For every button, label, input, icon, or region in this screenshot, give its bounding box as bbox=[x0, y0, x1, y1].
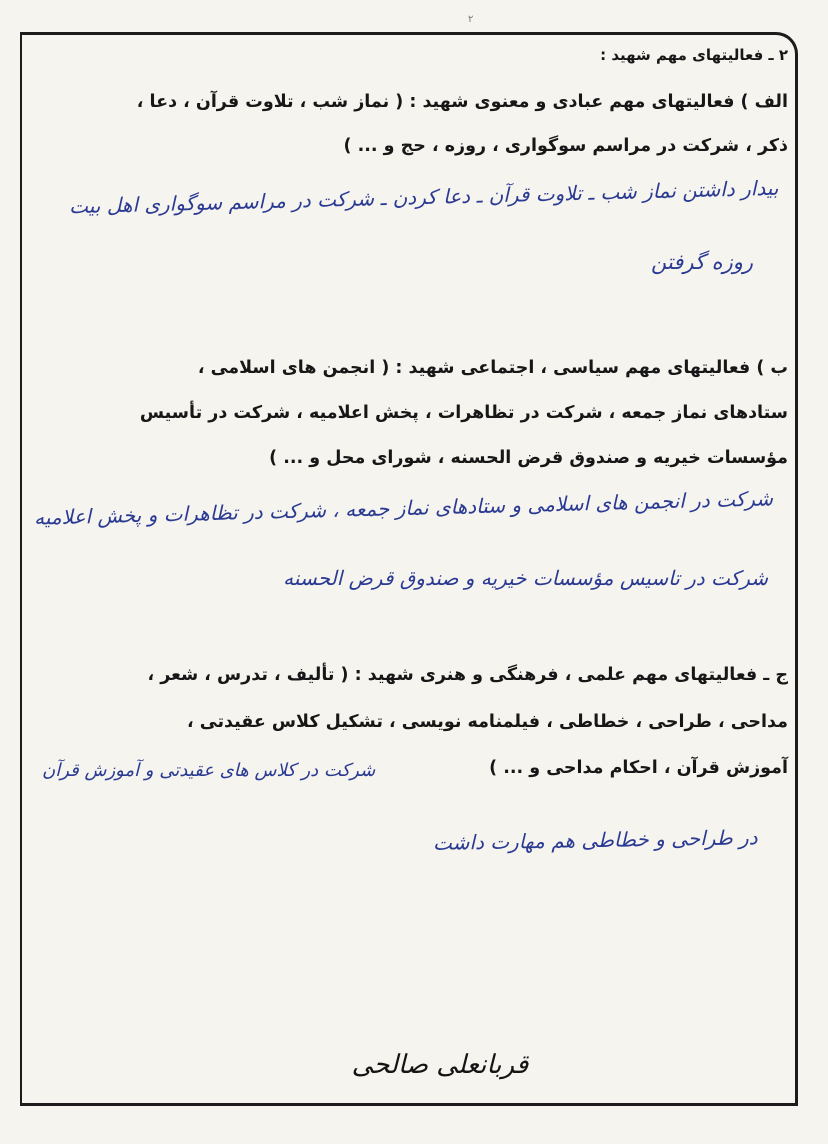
section-c-handwritten-inline: شرکت در کلاس های عقیدتی و آموزش قرآن bbox=[42, 760, 376, 781]
section-a-handwritten-1: بیدار داشتن نماز شب ـ تلاوت قرآن ـ دعا کردن ـ شرکت در مراسم سوگواری اهل بیت bbox=[68, 175, 779, 219]
section-heading: ۲ ـ فعالیتهای مهم شهید : bbox=[600, 46, 788, 64]
section-c-line-2: مداحی ، طراحی ، خطاطی ، فیلمنامه نویسی ، تشکیل کلاس عقیدتی ، bbox=[187, 712, 788, 732]
signature: قربانعلی صالحی bbox=[351, 1050, 529, 1080]
page-mark: ۲ bbox=[468, 14, 474, 25]
section-a-line-1: الف ) فعالیتهای مهم عبادی و معنوی شهید : ( نماز شب ، تلاوت قرآن ، دعا ، bbox=[136, 92, 788, 112]
section-a-handwritten-2: روزه گرفتن bbox=[650, 250, 753, 274]
section-b-line-2: ستادهای نماز جمعه ، شرکت در تظاهرات ، پخش اعلامیه ، شرکت در تأسیس bbox=[139, 403, 788, 423]
section-c-line-1: ج ـ فعالیتهای مهم علمی ، فرهنگی و هنری شهید : ( تألیف ، تدرس ، شعر ، bbox=[147, 665, 788, 685]
section-b-line-3: مؤسسات خیریه و صندوق قرض الحسنه ، شورای محل و ... ) bbox=[269, 448, 788, 468]
section-b-handwritten-1: شرکت در انجمن های اسلامی و ستادهای نماز جمعه ، شرکت در تظاهرات و پخش اعلامیه bbox=[33, 486, 774, 530]
section-c-line-3: آموزش قرآن ، احکام مداحی و ... ) bbox=[489, 758, 788, 778]
section-b-handwritten-2: شرکت در تاسیس مؤسسات خیریه و صندوق قرض الحسنه bbox=[283, 566, 768, 590]
section-b-line-1: ب ) فعالیتهای مهم سیاسی ، اجتماعی شهید : ( انجمن های اسلامی ، bbox=[197, 358, 788, 378]
section-c-handwritten-1: در طراحی و خطاطی هم مهارت داشت bbox=[433, 825, 759, 855]
section-a-line-2: ذکر ، شرکت در مراسم سوگواری ، روزه ، حج و ... ) bbox=[343, 136, 788, 156]
